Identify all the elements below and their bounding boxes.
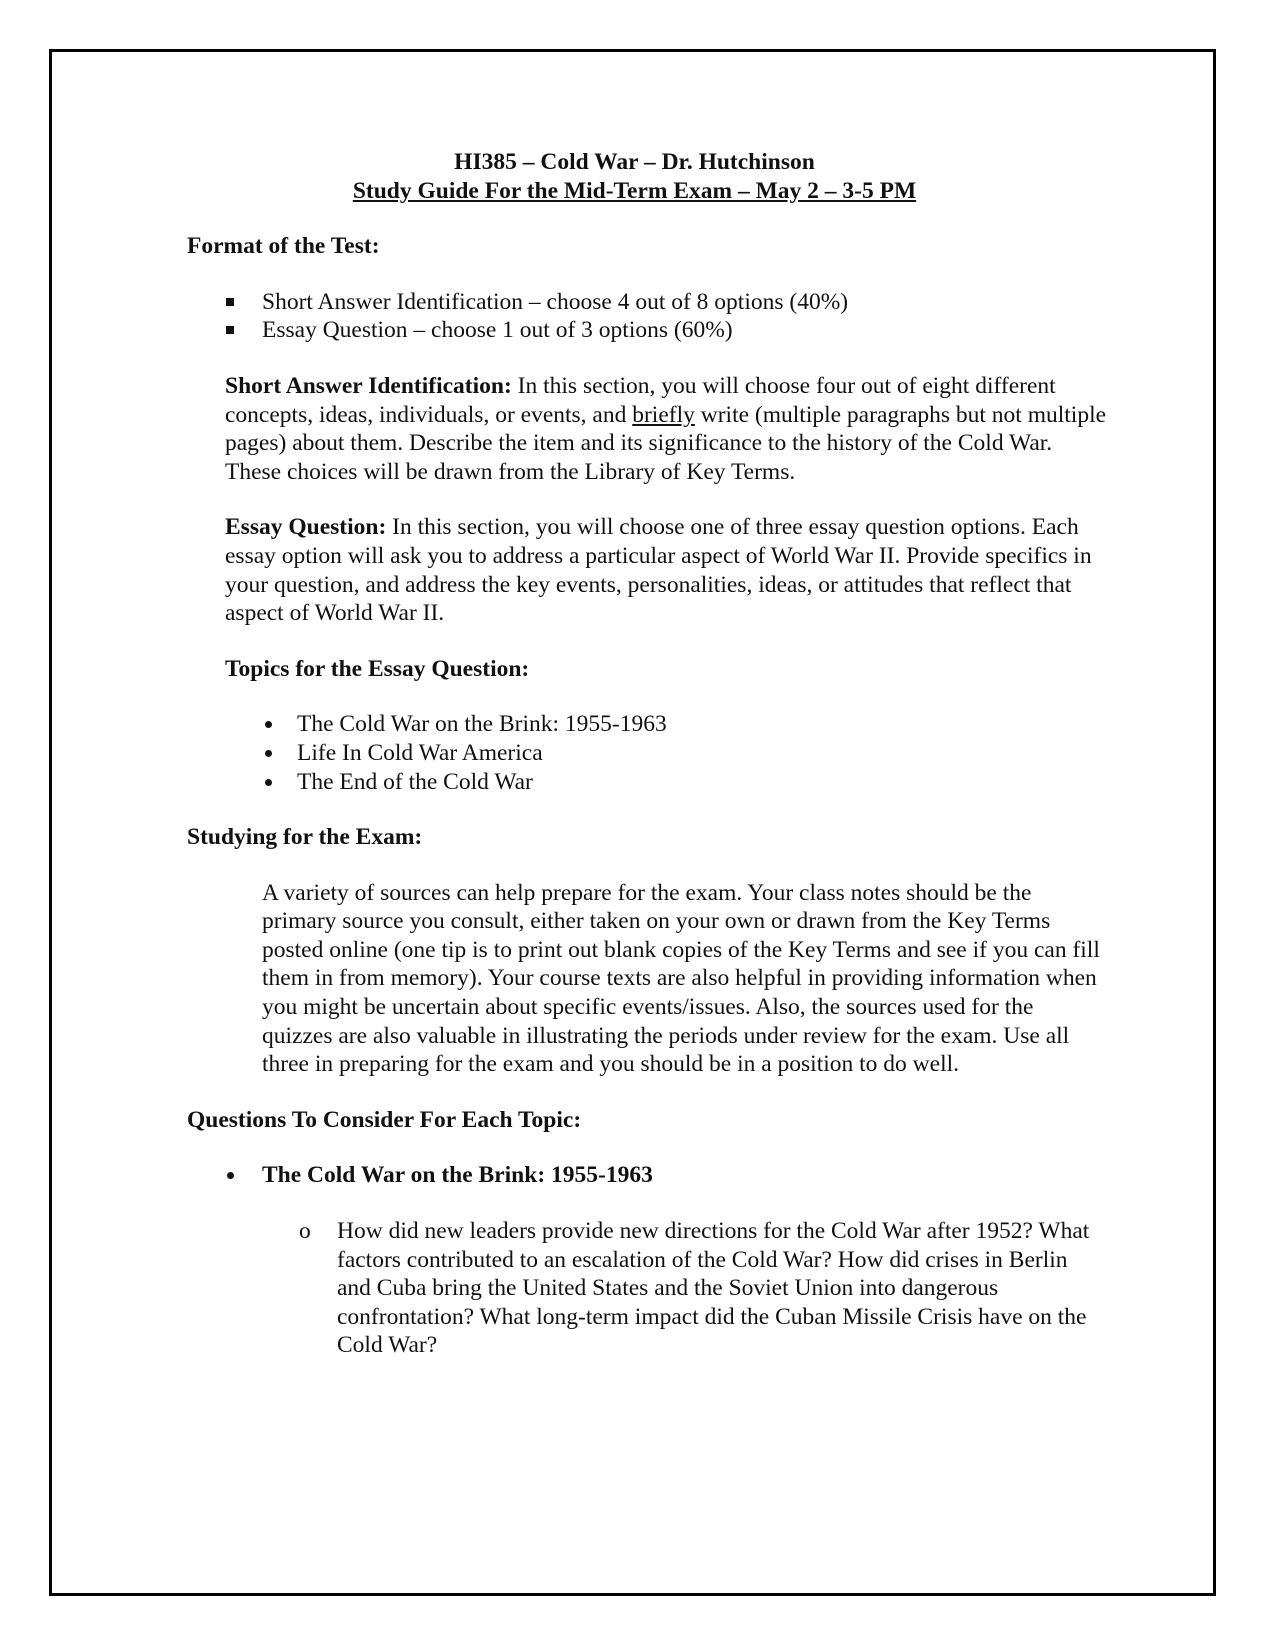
topic-item-end: The End of the Cold War: [187, 768, 1107, 797]
studying-heading: Studying for the Exam:: [187, 824, 423, 851]
format-item-essay: Essay Question – choose 1 out of 3 options (60%): [187, 316, 1107, 345]
essay-text: In this section, you will choose one of three essay question options. Each essay option will ask you to address a particular aspect of World War II. Provide specifics in your question, and address the key events, personalities, ideas, or attitudes that reflect that aspect of World War II.: [225, 514, 1092, 627]
short-answer-underlined-word: briefly: [632, 401, 695, 428]
topic-item-brink: The Cold War on the Brink: 1955-1963: [187, 710, 1107, 739]
short-answer-paragraph: [225, 372, 1107, 486]
essay-paragraph: [225, 513, 1107, 627]
essay-label: Essay Question:: [225, 514, 387, 541]
topic-item-life: Life In Cold War America: [187, 739, 1107, 768]
course-title: HI385 – Cold War – Dr. Hutchinson: [454, 149, 815, 175]
topics-list: [187, 710, 1107, 796]
document-header: [187, 148, 1082, 205]
short-answer-text-after: write (multiple paragraphs but not multiple pages) about them. Describe the item and its significance to the history of the Cold War. These choices will be drawn from the Library of Key Terms.: [225, 401, 1107, 485]
questions-sub-question: o How did new leaders provide new directions for the Cold War after 1952? What factors contributed to an escalation of the Cold War? How did crises in Berlin and Cuba bring the United States and the Soviet Union into dangerous confrontation? What long-term impact did the Cuban Missile Crisis have on the Cold War?: [187, 1217, 1107, 1360]
format-heading: Format of the Test:: [187, 233, 380, 260]
short-answer-text-before: In this section, you will choose four out of eight different concepts, ideas, individuals, or events, and: [225, 372, 1056, 428]
exam-subtitle: Study Guide For the Mid-Term Exam – May 2 – 3-5 PM: [352, 177, 917, 204]
topics-heading: Topics for the Essay Question:: [225, 655, 530, 682]
questions-heading: Questions To Consider For Each Topic:: [187, 1106, 582, 1133]
document-body: [187, 148, 1107, 1360]
format-list: [187, 288, 1107, 345]
short-answer-label: Short Answer Identification:: [225, 372, 512, 399]
questions-topic-title: The Cold War on the Brink: 1955-1963: [187, 1161, 1107, 1190]
format-item-short-answer: Short Answer Identification – choose 4 out of 8 options (40%): [187, 288, 1107, 317]
studying-paragraph: A variety of sources can help prepare for the exam. Your class notes should be the primary source you consult, either taken on your own or drawn from the Key Terms posted online (one tip is to print out blank copies of the Key Terms and see if you can fill them in from memory). Your course texts are also helpful in providing information when you might be uncertain about specific events/issues. Also, the sources used for the quizzes are also valuable in illustrating the periods under review for the exam. Use all three in preparing for the exam and you should be in a position to do well.: [262, 879, 1100, 1078]
